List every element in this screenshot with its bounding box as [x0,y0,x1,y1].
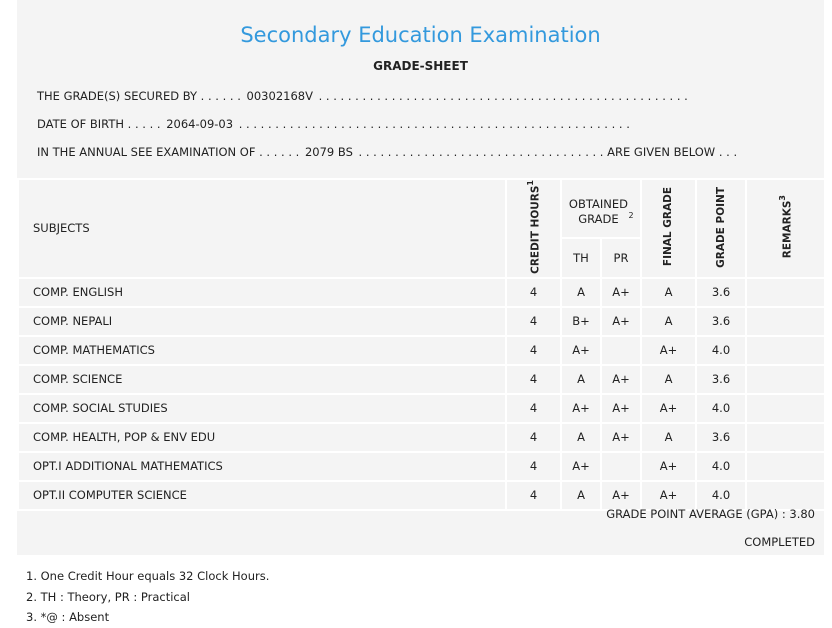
credit-hours: 4 [506,394,561,423]
credit-hours: 4 [506,481,561,510]
theory-grade: A+ [561,452,601,481]
final-grade: A [641,365,696,394]
theory-grade: A [561,481,601,510]
header-final-grade [641,179,696,278]
remarks [746,365,825,394]
table-row [18,336,825,365]
info-exam-line [37,145,737,159]
page-title: Secondary Education Examination [240,23,601,47]
remarks [746,481,825,510]
header-obtained-grade [561,179,641,238]
symbol-number: 00302168V [246,89,313,103]
header-remarks-sup: 3 [778,195,788,201]
practical-grade [601,452,641,481]
final-grade: A+ [641,336,696,365]
header-credit-sup: 1 [526,180,536,186]
page-subtitle: GRADE-SHEET [373,59,468,73]
practical-grade: A+ [601,307,641,336]
symbol-trail: . . . . . . . . . . . . . . . . . . . . . . . . . . . . . . . . . . . . . . . . . . . . . . . . . . . [318,89,688,103]
practical-grade: A+ [601,278,641,307]
theory-grade: A [561,423,601,452]
header-pr: PR [601,238,641,278]
subject-name: COMP. HEALTH, POP & ENV EDU [18,423,506,452]
subject-name: COMP. ENGLISH [18,278,506,307]
subject-name: OPT.II COMPUTER SCIENCE [18,481,506,510]
credit-hours: 4 [506,307,561,336]
grade-point: 3.6 [696,278,746,307]
table-row [18,365,825,394]
header-remarks [746,179,825,278]
final-grade: A+ [641,452,696,481]
footnote-credit-hour: 1. One Credit Hour equals 32 Clock Hours. [26,569,270,583]
remarks [746,307,825,336]
credit-hours: 4 [506,365,561,394]
final-grade: A [641,423,696,452]
grades-table [17,178,826,511]
table-row [18,394,825,423]
result-status: COMPLETED [744,535,815,549]
theory-grade: A+ [561,394,601,423]
remarks [746,278,825,307]
gpa-summary: GRADE POINT AVERAGE (GPA) : 3.80 [606,507,815,521]
grade-point: 4.0 [696,452,746,481]
dob-value: 2064-09-03 [166,117,234,131]
header-grade-point-label: GRADE POINT [714,186,727,268]
grade-point: 4.0 [696,336,746,365]
table-row [18,452,825,481]
remarks [746,452,825,481]
exam-label: IN THE ANNUAL SEE EXAMINATION OF . . . . . . [37,145,300,159]
header-remarks-label: REMARKS [781,200,794,259]
subject-name: COMP. MATHEMATICS [18,336,506,365]
practical-grade: A+ [601,365,641,394]
final-grade: A+ [641,394,696,423]
theory-grade: A [561,278,601,307]
table-row [18,481,825,510]
grade-point: 4.0 [696,394,746,423]
header-obtained-sup: 2 [628,210,634,220]
subject-name: COMP. SOCIAL STUDIES [18,394,506,423]
grade-sheet [17,0,824,555]
remarks [746,336,825,365]
final-grade: A [641,278,696,307]
table-row [18,307,825,336]
theory-grade: A+ [561,336,601,365]
symbol-label: THE GRADE(S) SECURED BY . . . . . . [37,89,241,103]
header-th: TH [561,238,601,278]
footnote-th-pr: 2. TH : Theory, PR : Practical [26,589,190,604]
grade-point: 4.0 [696,481,746,510]
table-row [18,423,825,452]
header-final-grade-label: FINAL GRADE [662,187,674,267]
header-obtained-label: OBTAINED GRADE [568,196,628,226]
footnote-absent: 3. *@ : Absent [26,610,110,624]
subject-name: COMP. NEPALI [18,307,506,336]
dob-label: DATE OF BIRTH . . . . . [37,117,161,131]
remarks [746,423,825,452]
header-credit-hours [506,179,561,278]
theory-grade: A [561,365,601,394]
practical-grade: A+ [601,394,641,423]
subject-name: OPT.I ADDITIONAL MATHEMATICS [18,452,506,481]
footnotes [26,566,269,628]
exam-year: 2079 BS [304,145,353,159]
practical-grade: A+ [601,481,641,510]
header-credit-hours-label: CREDIT HOURS [529,185,542,274]
credit-hours: 4 [506,278,561,307]
theory-grade: B+ [561,307,601,336]
header-grade-point [696,179,746,278]
credit-hours: 4 [506,423,561,452]
practical-grade: A+ [601,423,641,452]
header-subjects: SUBJECTS [18,179,506,278]
exam-trail: . . . . . . . . . . . . . . . . . . . . . . . . . . . . . . . . . . ARE GIVEN BELOW . . . [358,145,738,159]
credit-hours: 4 [506,452,561,481]
final-grade: A+ [641,481,696,510]
info-dob-line [37,117,630,131]
dob-trail: . . . . . . . . . . . . . . . . . . . . . . . . . . . . . . . . . . . . . . . . . . . . . . . . . . . . . . [238,117,630,131]
grade-point: 3.6 [696,365,746,394]
remarks [746,394,825,423]
practical-grade [601,336,641,365]
table-row [18,278,825,307]
final-grade: A [641,307,696,336]
grade-point: 3.6 [696,423,746,452]
info-symbol-line [37,89,688,103]
subject-name: COMP. SCIENCE [18,365,506,394]
grade-point: 3.6 [696,307,746,336]
credit-hours: 4 [506,336,561,365]
